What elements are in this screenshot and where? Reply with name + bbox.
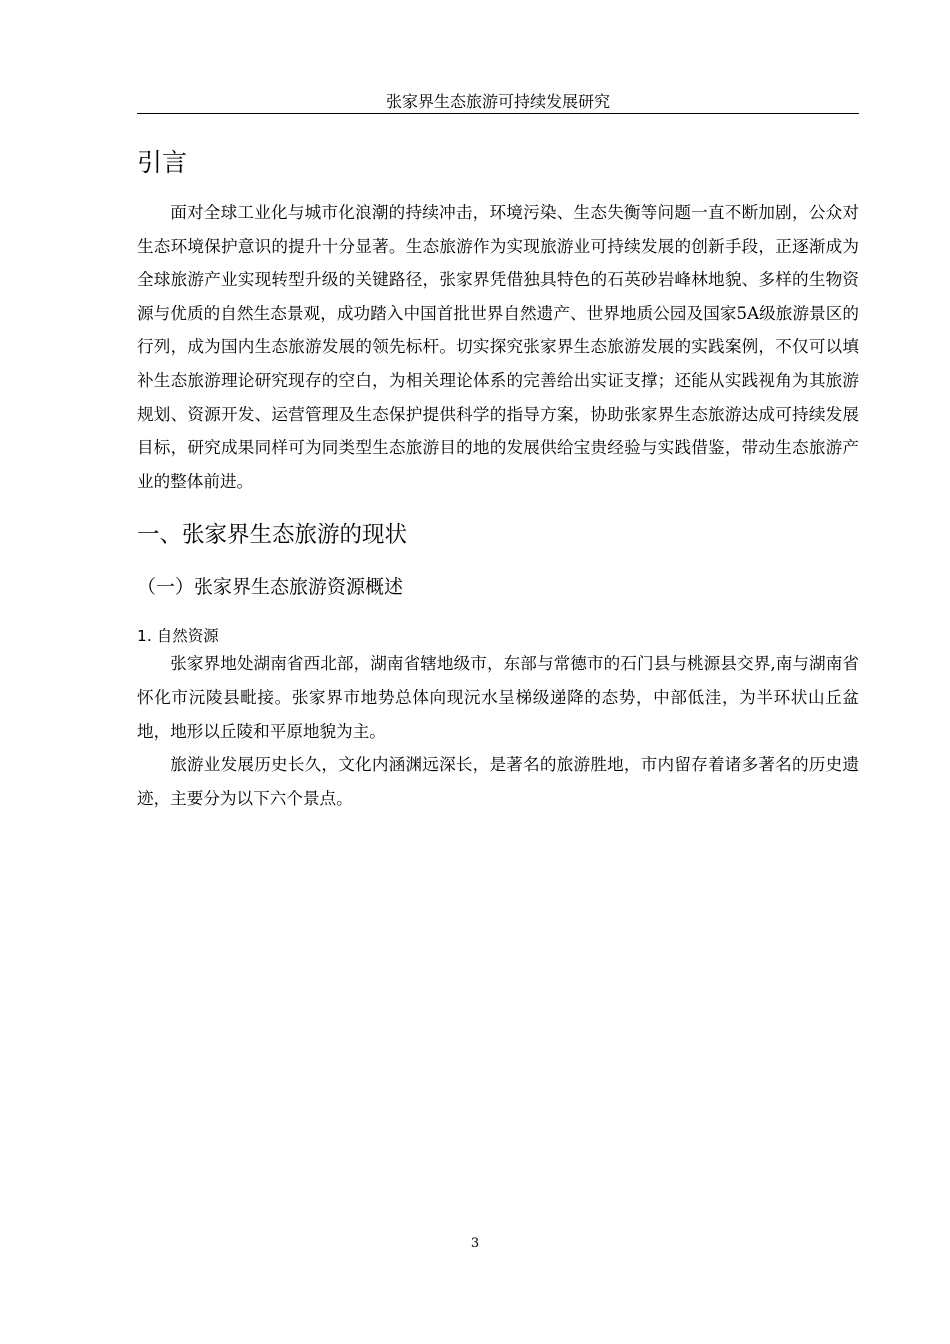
chapter-heading: 一、张家界生态旅游的现状 [137, 522, 408, 549]
subsection-heading: 1. 自然资源 [137, 627, 219, 646]
tourism-paragraph: 旅游业发展历史长久，文化内涵渊远深长，是著名的旅游胜地，市内留存着诸多著名的历史遗迹，主要分为以下六个景点。 [137, 755, 859, 808]
running-header: 张家界生态旅游可持续发展研究 [385, 92, 610, 111]
header-rule [137, 113, 859, 114]
intro-heading: 引言 [137, 148, 188, 177]
page-body [137, 143, 859, 815]
page-number: 3 [470, 1236, 480, 1251]
intro-paragraph: 面对全球工业化与城市化浪潮的持续冲击，环境污染、生态失衡等问题一直不断加剧，公众对生态环境保护意识的提升十分显著。生态旅游作为实现旅游业可持续发展的创新手段，正逐渐成为全球旅游产业实现转型升级的关键路径，张家界凭借独具特色的石英砂岩峰林地貌、多样的生物资源与优质的自然生态景观，成功踏入中国首批世界自然遗产、世界地质公园及国家5A级旅游景区的行列，成为国内生态旅游发展的领先标杆。切实探究张家界生态旅游发展的实践案例，不仅可以填补生态旅游理论研究现存的空白，为相关理论体系的完善给出实证支撑；还能从实践视角为其旅游规划、资源开发、运营管理及生态保护提供科学的指导方案，协助张家界生态旅游达成可持续发展目标，研究成果同样可为同类型生态旅游目的地的发展供给宝贵经验与实践借鉴，带动生态旅游产业的整体前进。 [137, 203, 859, 491]
geography-paragraph: 张家界地处湖南省西北部，湖南省辖地级市，东部与常德市的石门县与桃源县交界,南与湖南省怀化市沅陵县毗接。张家界市地势总体向现沅水呈梯级递降的态势，中部低洼，为半环状山丘盆地，地形以丘陵和平原地貌为主。 [137, 654, 859, 741]
section-heading: （一）张家界生态旅游资源概述 [137, 576, 404, 599]
